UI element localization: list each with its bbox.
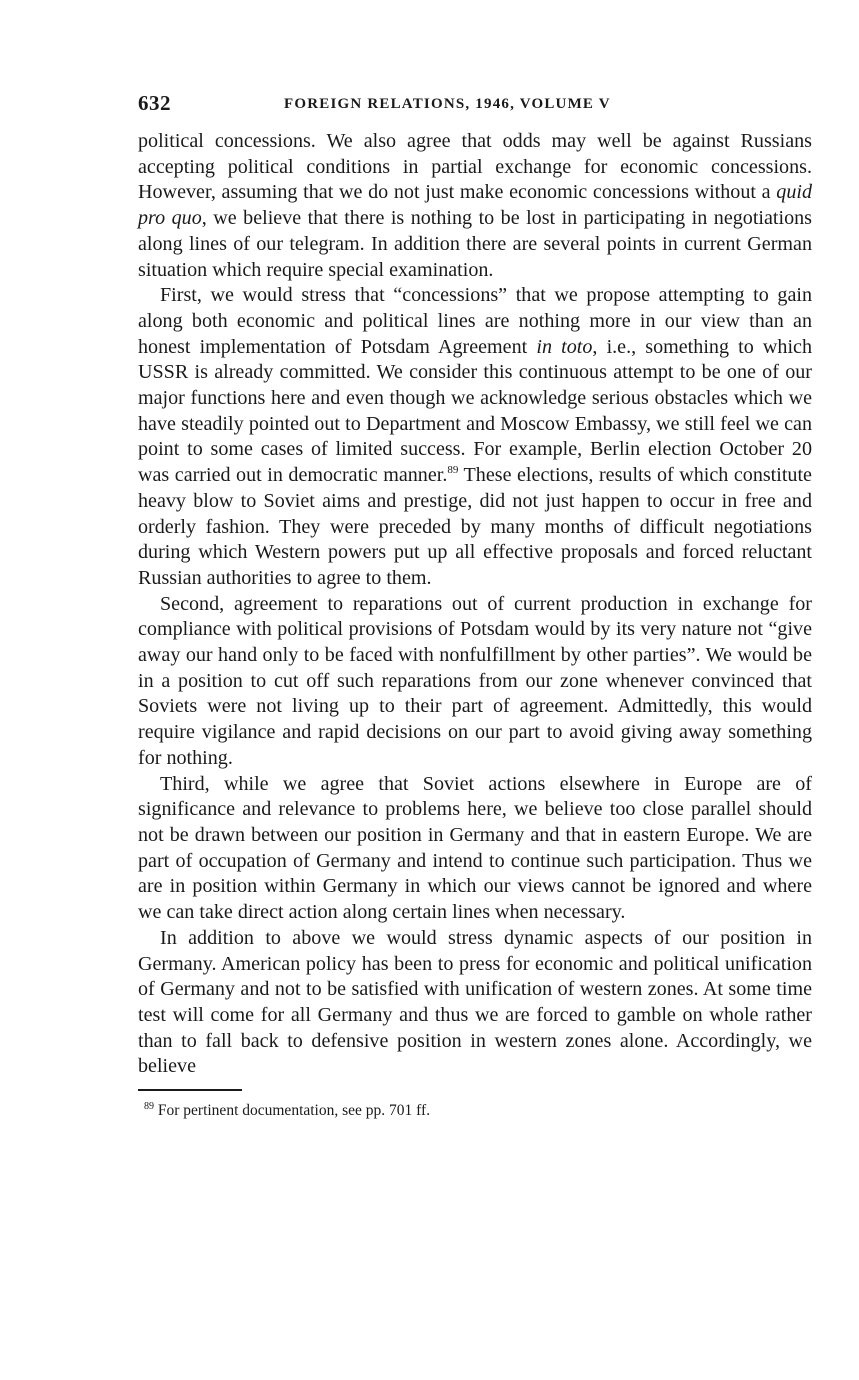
italic-phrase: in toto <box>536 335 593 358</box>
running-title: FOREIGN RELATIONS, 1946, VOLUME V <box>284 96 611 112</box>
text-run: In addition to above we would stress dynamic aspects of our position in Germany. American policy has been to press for economic and political unification of Germany and not to be satisfied with unification of western zones. At some time test will come for all Germany and thus we are forced to gamble on whole rather than to fall back to defensive position in western zones alone. Accordingly, we believe <box>138 926 812 1078</box>
footnote-reference: 89 <box>447 464 459 477</box>
footnote-rule <box>138 1089 242 1091</box>
page-number: 632 <box>138 91 171 115</box>
text-run: First, we would stress that “concessions” that we propose attempting to gain along both economic and political lines are nothing more in our view than an honest implementation of Potsdam Agreement <box>138 284 812 358</box>
text-run: , i.e., something to which USSR is already committed. We consider this continuous attempt to be one of our major functions here and even though we acknowledge serious obstacles which we have steadily pointed out to Department and Moscow Embassy, we still feel we can point to some cases of limited success. For example, Berlin election October 20 was carried out in democratic manner. <box>138 335 812 487</box>
running-head <box>138 88 812 118</box>
text-run: , we believe that there is nothing to be lost in participating in negotiations along lines of our telegram. In addition there are several points in current German situation which require special examination. <box>138 207 812 281</box>
text-run: Third, while we agree that Soviet actions elsewhere in Europe are of significance and relevance to problems here, we believe too close parallel should not be drawn between our position in Germany and that in eastern Europe. We are part of occupation of Germany and intend to continue such participation. Thus we are in position within Germany in which our views cannot be ignored and where we can take direct action along certain lines when necessary. <box>138 772 812 924</box>
text-run: political concessions. We also agree that odds may well be against Russians accepting political conditions in partial exchange for economic concessions. However, assuming that we do not just make economic concessions without a <box>138 130 812 204</box>
paragraph <box>138 772 812 926</box>
italic-phrase: quid pro quo <box>138 181 812 230</box>
document-page <box>138 88 812 1121</box>
footnote <box>144 1101 812 1121</box>
body-text <box>138 129 812 1080</box>
text-run: These elections, results of which constitute heavy blow to Soviet aims and prestige, did not just happen to occur in free and orderly fashion. They were preceded by many months of difficult negotiations during which Western powers put up all effective proposals and forced reluctant Russian authorities to agree to them. <box>138 464 812 589</box>
text-run: Second, agreement to reparations out of current production in exchange for compliance with political provisions of Potsdam would by its very nature not “give away our hand only to be faced with nonfulfillment by other parties”. We would be in a position to cut off such reparations from our zone whenever convinced that Soviets were not living up to their part of agreement. Admittedly, this would require vigilance and rapid decisions on our part to avoid giving away something for nothing. <box>138 592 812 769</box>
footnote-text: For pertinent documentation, see pp. 701 ff. <box>157 1102 431 1120</box>
paragraph <box>138 283 812 591</box>
footnote-marker: 89 <box>144 1101 154 1113</box>
paragraph <box>138 926 812 1080</box>
paragraph <box>138 592 812 772</box>
paragraph <box>138 129 812 283</box>
